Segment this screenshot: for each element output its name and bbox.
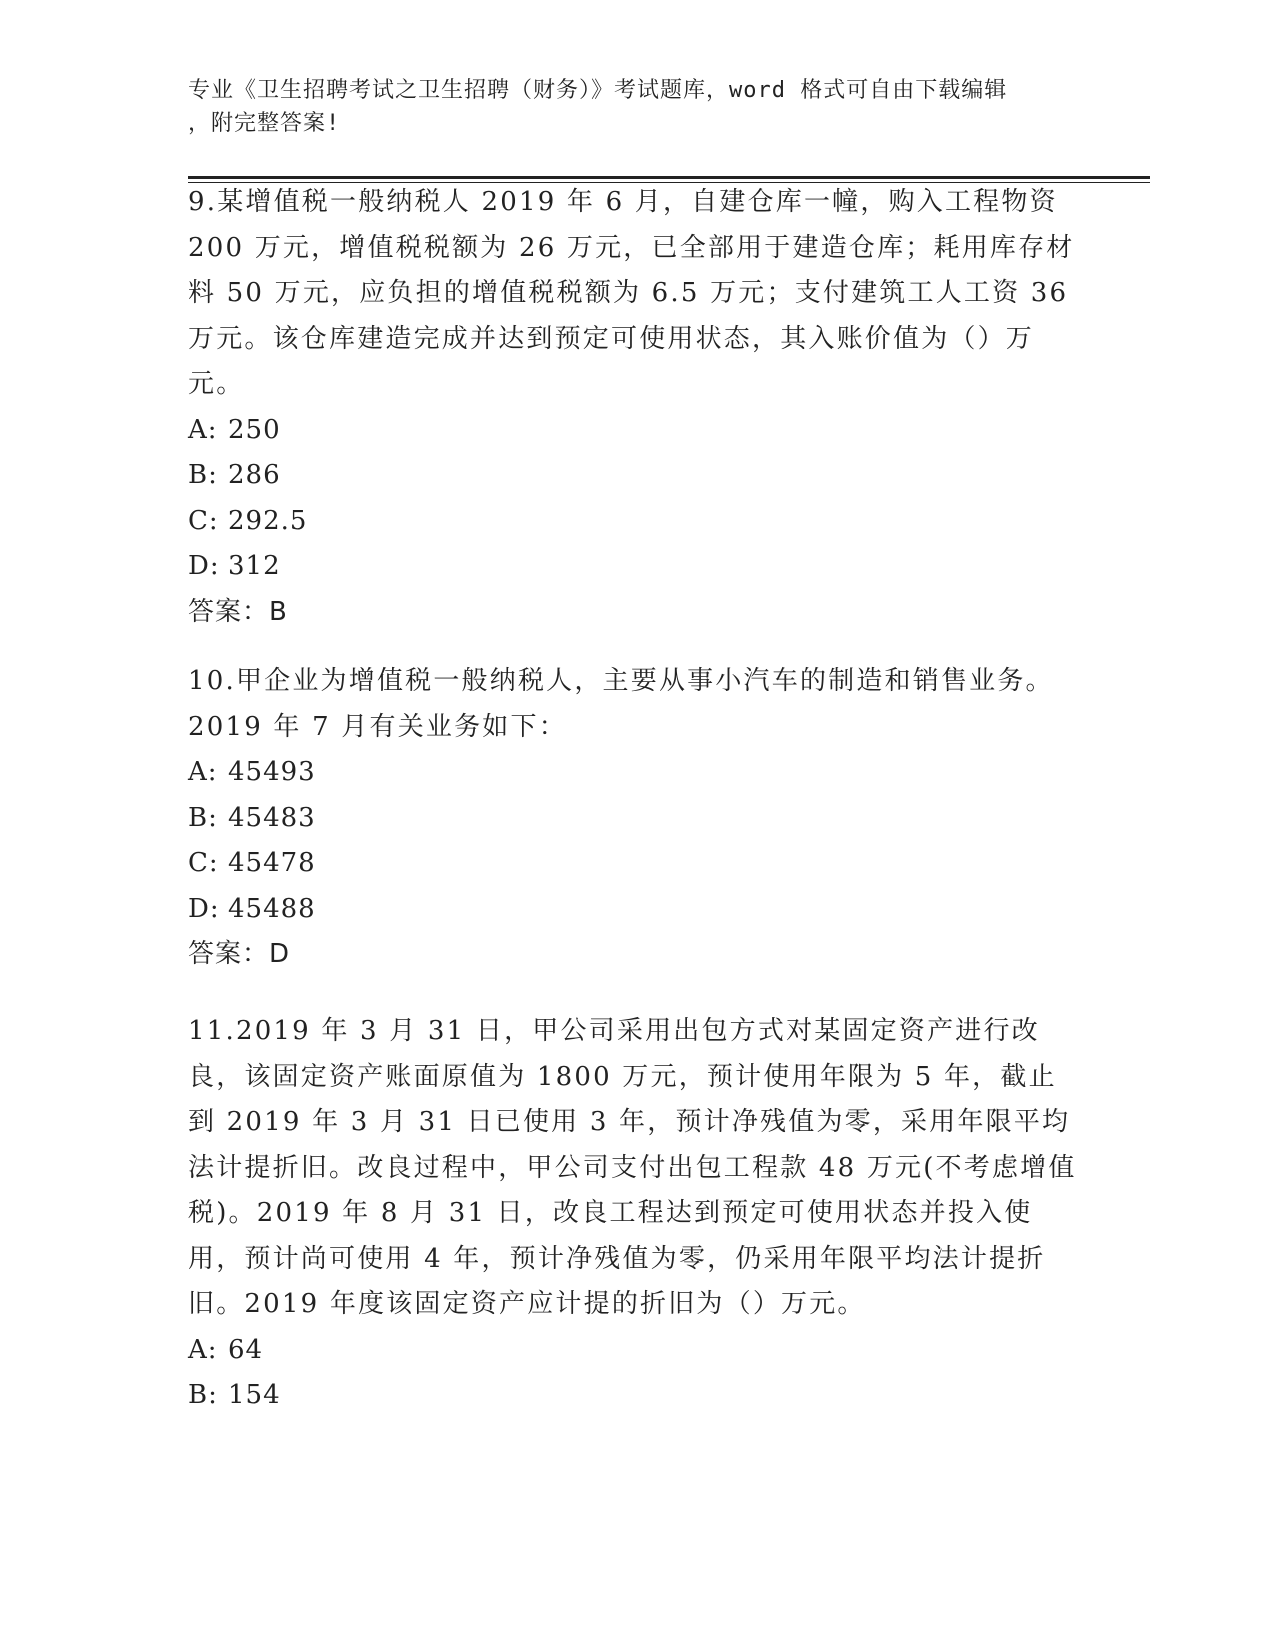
option-a: A: 250 bbox=[188, 414, 281, 445]
option-value: 45488 bbox=[228, 893, 316, 924]
option-a: A: 64 bbox=[188, 1334, 264, 1365]
question-text: 11.2019 年 3 月 31 日，甲公司采用出包方式对某固定资产进行改良，该固定资产账面原值为 1800 万元，预计使用年限为 5 年，截止到 2019 年 3 月 31 日已使用 3 年，预计净残值为零，采用年限平均法计提折旧。改良过程中，甲公司支付出包工程款 48 万元(不考虑增值税)。2019 年 8 月 31 日，改良工程达到预定可使用状态并投入使用，预计尚可使用 4 年，预计净残值为零，仍采用年限平均法计提折旧。2019 年度该固定资产应计提的折旧为（）万元。 bbox=[188, 1016, 1077, 1319]
header-line-1: 专业《卫生招聘考试之卫生招聘（财务）》考试题库，word 格式可自由下载编辑 bbox=[188, 78, 1008, 103]
option-value: 312 bbox=[228, 551, 281, 581]
option-b: B: 45483 bbox=[188, 802, 316, 833]
option-value: 45493 bbox=[228, 757, 316, 787]
option-b: B: 154 bbox=[188, 1380, 281, 1410]
answer: 答案：B bbox=[188, 596, 288, 627]
header-divider-thick bbox=[188, 176, 1150, 179]
question-9 bbox=[188, 180, 1078, 635]
option-b: B: 286 bbox=[188, 460, 281, 490]
option-c: C: 292.5 bbox=[188, 505, 308, 536]
question-10 bbox=[188, 659, 1078, 978]
option-value: 292.5 bbox=[228, 505, 308, 536]
question-text: 10.甲企业为增值税一般纳税人，主要从事小汽车的制造和销售业务。2019 年 7 月有关业务如下： bbox=[188, 666, 1054, 742]
option-c: C: 45478 bbox=[188, 848, 316, 878]
option-a: A: 45493 bbox=[188, 757, 316, 787]
option-value: 286 bbox=[228, 460, 281, 490]
option-d: D: 45488 bbox=[188, 893, 316, 924]
option-value: 45483 bbox=[228, 802, 316, 833]
option-value: 45478 bbox=[228, 848, 316, 878]
option-d: D: 312 bbox=[188, 551, 281, 581]
option-value: 250 bbox=[228, 414, 281, 445]
question-text: 9.某增值税一般纳税人 2019 年 6 月，自建仓库一幢，购入工程物资 200 万元，增值税税额为 26 万元，已全部用于建造仓库；耗用库存材料 50 万元，应负担的增值税税额为 6.5 万元；支付建筑工人工资 36 万元。该仓库建造完成并达到预定可使用状态，其入账价值为（）万元。 bbox=[188, 187, 1075, 399]
question-11 bbox=[188, 1009, 1078, 1419]
header-line-2: ，附完整答案! bbox=[188, 111, 341, 136]
option-value: 64 bbox=[228, 1334, 264, 1365]
document-header bbox=[188, 74, 1088, 140]
option-value: 154 bbox=[228, 1380, 281, 1410]
answer: 答案：D bbox=[188, 939, 291, 969]
